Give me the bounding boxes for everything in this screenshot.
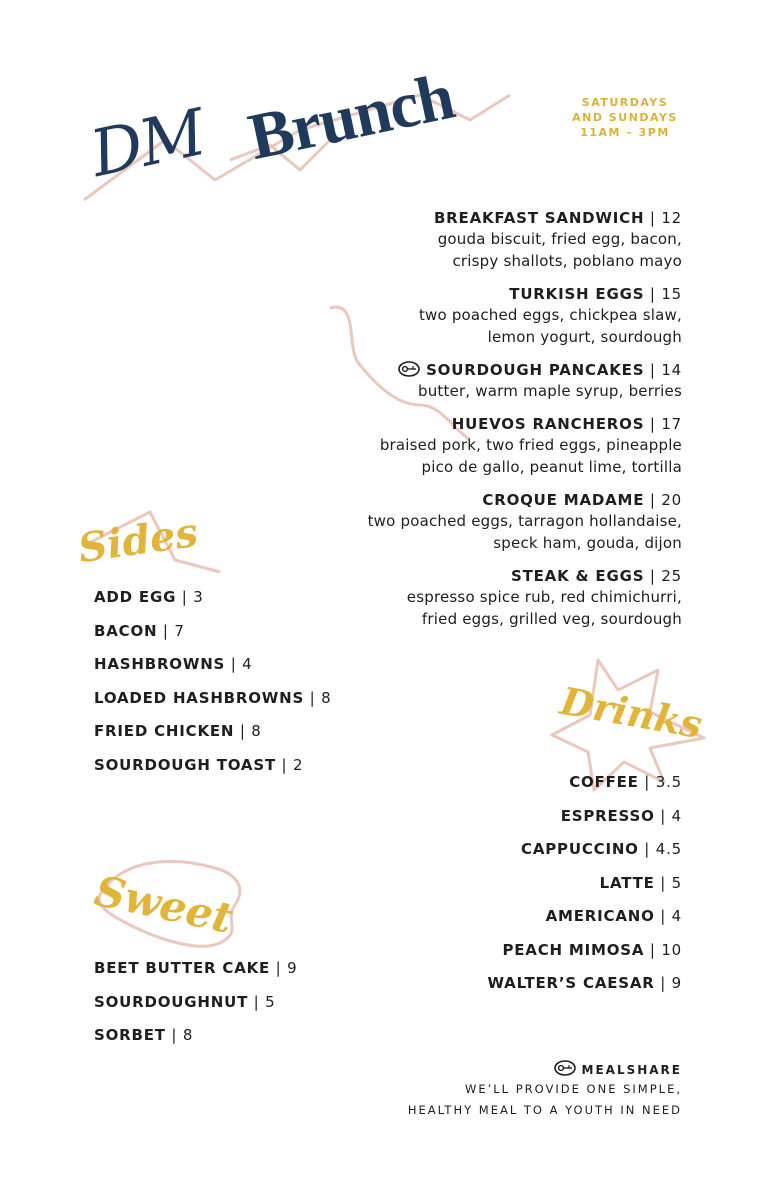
sweet-list — [94, 958, 297, 1059]
item-name: SOURDOUGH PANCAKES — [426, 361, 645, 379]
item-name: CROQUE MADAME — [482, 491, 645, 509]
item-name: ESPRESSO — [560, 806, 655, 825]
item-price: 10 — [661, 940, 682, 959]
mealshare-icon — [554, 1060, 576, 1076]
item-desc: pico de gallo, peanut lime, tortilla — [421, 458, 682, 476]
item-name: HASHBROWNS — [94, 655, 226, 673]
list-item: LOADED HASHBROWNS | 8 — [94, 688, 332, 707]
list-item: HASHBROWNS | 4 — [94, 655, 253, 673]
item-price: 3 — [193, 588, 204, 606]
item-desc: two poached eggs, tarragon hollandaise, — [367, 512, 682, 530]
mealshare-brand — [408, 1060, 682, 1079]
item-price: 8 — [321, 688, 332, 707]
item-price: 4.5 — [655, 840, 682, 858]
list-item: SORBET | 8 — [94, 1026, 194, 1044]
mealshare-icon — [398, 361, 420, 377]
item-price: 4 — [242, 655, 253, 673]
item-name: SOURDOUGH TOAST — [94, 755, 276, 774]
list-item: COFFEE | 3.5 — [569, 773, 682, 791]
brunch-menu — [282, 208, 682, 642]
item-desc: two poached eggs, chickpea slaw, — [418, 306, 682, 324]
drinks-title: Drinks — [557, 677, 706, 748]
item-price: 14 — [661, 361, 682, 379]
list-item: BEET BUTTER CAKE | 9 — [94, 959, 298, 977]
menu-item: TURKISH EGGS | 15 two poached eggs, chickpea slaw, lemon yogurt, sourdough — [282, 284, 682, 348]
list-item: LATTE | 5 — [599, 873, 682, 892]
footer-line-1: WE’LL PROVIDE ONE SIMPLE, — [464, 1082, 682, 1096]
list-item: FRIED CHICKEN | 8 — [94, 722, 262, 740]
item-name: SORBET — [94, 1026, 166, 1044]
item-name: AMERICANO — [545, 907, 655, 925]
hours-line-1: SATURDAYS — [581, 96, 669, 109]
drinks-list — [488, 772, 682, 1007]
item-name: LATTE — [599, 873, 655, 892]
menu-item: BREAKFAST SANDWICH | 12 gouda biscuit, fried egg, bacon, crispy shallots, poblano mayo — [282, 208, 682, 272]
item-price: 4 — [671, 907, 682, 925]
list-item: AMERICANO | 4 — [545, 907, 682, 925]
logo-brunch-title: Brunch — [242, 59, 460, 175]
mealshare-label: MEALSHARE — [581, 1063, 682, 1077]
item-price: 5 — [265, 992, 276, 1011]
item-price: 12 — [661, 209, 682, 227]
list-item: PEACH MIMOSA | 10 — [502, 940, 682, 959]
item-desc: speck ham, gouda, dijon — [493, 534, 682, 552]
item-price: 17 — [661, 415, 682, 433]
list-item: WALTER’S CAESAR | 9 — [487, 974, 682, 992]
item-price: 15 — [661, 285, 682, 303]
sweet-title: Sweet — [90, 866, 237, 943]
item-name: HUEVOS RANCHEROS — [451, 415, 645, 433]
list-item: ESPRESSO | 4 — [560, 806, 682, 825]
item-name: BEET BUTTER CAKE — [94, 959, 271, 977]
menu-item: HUEVOS RANCHEROS | 17 braised pork, two fried eggs, pineapple pico de gallo, peanut lime, tortilla — [282, 414, 682, 478]
item-desc: fried eggs, grilled veg, sourdough — [421, 610, 682, 628]
item-name: BREAKFAST SANDWICH — [433, 209, 645, 227]
item-name: CAPPUCCINO — [521, 840, 639, 858]
item-price: 8 — [182, 1026, 194, 1044]
item-desc: gouda biscuit, fried egg, bacon, — [437, 230, 682, 248]
sides-title: Sides — [75, 508, 201, 573]
item-price: 20 — [661, 491, 682, 509]
item-price: 9 — [671, 974, 682, 992]
menu-item: STEAK & EGGS | 25 espresso spice rub, red chimichurri, fried eggs, grilled veg, sourdough — [282, 566, 682, 630]
hours-line-2: AND SUNDAYS — [572, 111, 678, 124]
item-desc: espresso spice rub, red chimichurri, — [406, 588, 682, 606]
list-item: BACON | 7 — [94, 621, 185, 640]
logo-dm: DM — [84, 96, 211, 192]
item-desc: butter, warm maple syrup, berries — [417, 382, 682, 400]
hours-block — [560, 95, 690, 140]
item-name: BACON — [94, 621, 158, 640]
menu-item: SOURDOUGH PANCAKES | 14 butter, warm maple syrup, berries — [282, 360, 682, 402]
item-desc: lemon yogurt, sourdough — [487, 328, 682, 346]
footer-line-2: HEALTHY MEAL TO A YOUTH IN NEED — [407, 1103, 682, 1117]
item-name: COFFEE — [569, 773, 639, 791]
list-item: CAPPUCCINO | 4.5 — [521, 840, 682, 858]
item-name: STEAK & EGGS — [510, 567, 645, 585]
item-price: 2 — [292, 755, 304, 774]
hours-line-3: 11AM – 3PM — [580, 126, 670, 139]
list-item: SOURDOUGHNUT | 5 — [94, 992, 276, 1011]
list-item: ADD EGG | 3 — [94, 588, 204, 606]
menu-item: CROQUE MADAME | 20 two poached eggs, tarragon hollandaise, speck ham, gouda, dijon — [282, 490, 682, 554]
item-name: SOURDOUGHNUT — [94, 992, 249, 1011]
mealshare-footer — [408, 1060, 682, 1121]
item-price: 25 — [661, 567, 682, 585]
item-name: LOADED HASHBROWNS — [94, 688, 305, 707]
item-name: ADD EGG — [94, 588, 177, 606]
list-item: SOURDOUGH TOAST | 2 — [94, 755, 304, 774]
item-price: 5 — [671, 873, 682, 892]
item-desc: braised pork, two fried eggs, pineapple — [379, 436, 682, 454]
item-desc: crispy shallots, poblano mayo — [452, 252, 682, 270]
item-price: 8 — [251, 722, 262, 740]
item-name: TURKISH EGGS — [509, 285, 645, 303]
item-price: 3.5 — [655, 773, 682, 791]
item-price: 7 — [174, 621, 185, 640]
item-name: FRIED CHICKEN — [94, 722, 235, 740]
item-name: PEACH MIMOSA — [502, 940, 645, 959]
item-price: 4 — [671, 806, 682, 825]
item-name: WALTER’S CAESAR — [487, 974, 655, 992]
item-price: 9 — [287, 959, 298, 977]
sides-list — [94, 587, 331, 788]
